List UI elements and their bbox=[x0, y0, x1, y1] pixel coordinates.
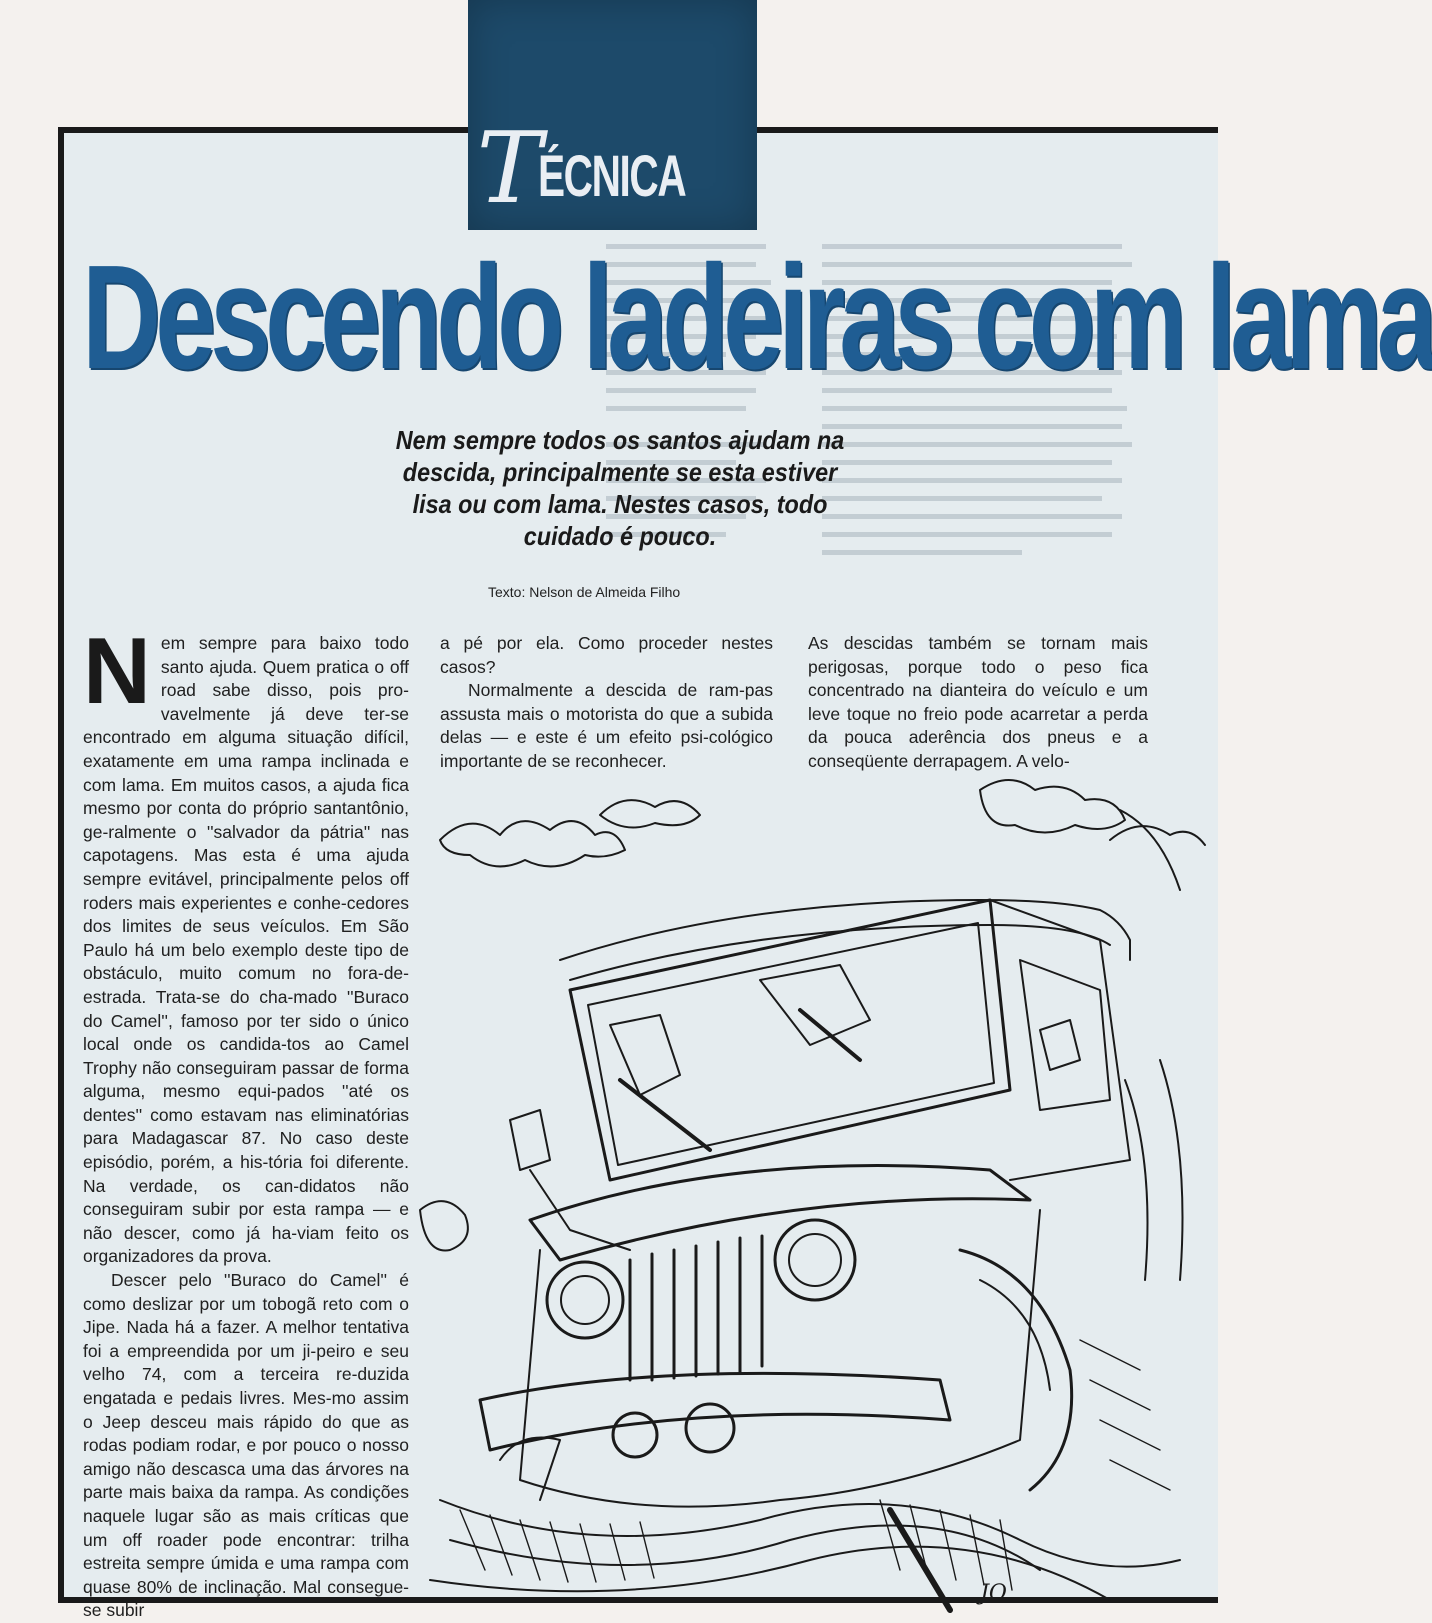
col3-paragraph-1: As descidas também se tornam mais perigosas, porque todo o peso fica concentrado na dianteira do veículo e um leve toque no freio pode acarretar a perda da pouca aderência dos pneus e a conseqüente derrapagem. A velo- bbox=[808, 633, 1148, 771]
body-column-1 bbox=[83, 618, 409, 1623]
col1-paragraph-2: Descer pelo ''Buraco do Camel'' é como deslizar por um tobogã reto com o Jipe. Nada há a fazer. A melhor tentativa foi a empreendida por um ji-peiro e seu velho 74, com a terceira re-duzida engatada e pedais livres. Mes-mo assim o Jeep desceu mais rápido do que as rodas podiam rodar, e por pouco o nosso amigo não descasca uma das árvores na parte mais baixa da rampa. As condições naquele lugar são as mais críticas que um off roader pode encontrar: trilha estreita sempre úmida e uma rampa com quase 80% de inclinação. Mal consegue-se subir bbox=[83, 1270, 409, 1621]
byline: Texto: Nelson de Almeida Filho bbox=[488, 584, 681, 600]
section-tab bbox=[468, 0, 757, 230]
section-label bbox=[468, 112, 757, 226]
col1-p1-text: em sempre para baixo todo santo ajuda. Quem pratica o off road sabe disso, pois pro-vavelmente já deve ter-se encontrado em alguma situação difícil, exatamente em uma rampa inclinada e com lama. Em muitos casos, a ajuda fica mesmo por conta do próprio santantônio, ge-ralmente o ''salvador da pátria'' nas capotagens. Mas esta é uma ajuda sempre evitável, principalmente pelos off roders mais experientes e conhe-cedores dos limites de seus veículos. Em São Paulo há um belo exemplo deste tipo de obstáculo, muito comum no fora-de-estrada. Trata-se do cha-mado ''Buraco do Camel'', famoso por ter sido o único local onde os candida-tos ao Camel Trophy não conseguiram passar de forma alguma, mesmo equi-pados ''até os dentes'' como estavam nas eliminatórias para Madagascar 87. No caso deste episódio, porém, a his-tória foi diferente. Na verdade, os can-didatos não conseguiram subir por esta rampa — e não descer, como já ha-viam feito os organizadores da prova. bbox=[83, 633, 409, 1267]
deck-subtitle: Nem sempre todos os santos ajudam na descida, principalmente se esta estiver lisa ou com lama. Nestes casos, todo cuidado é pouco. bbox=[395, 425, 845, 551]
jeep-illustration bbox=[420, 780, 1212, 1616]
headline: Descendo ladeiras com lama bbox=[82, 235, 1432, 400]
col1-paragraph-1 bbox=[83, 618, 409, 1269]
section-rest: ÉCNICA bbox=[538, 144, 686, 209]
artist-signature: JO bbox=[980, 1581, 1007, 1606]
drop-cap: N bbox=[83, 618, 151, 723]
col2-paragraph-1: a pé por ela. Como proceder nestes casos? bbox=[440, 633, 773, 677]
body-column-3 bbox=[808, 632, 1148, 774]
col2-paragraph-2: Normalmente a descida de ram-pas assusta mais o motorista do que a subida delas — e este é um efeito psi-cológico importante de se reconhecer. bbox=[440, 680, 773, 771]
section-initial: T bbox=[476, 112, 537, 226]
body-column-2 bbox=[440, 632, 773, 774]
